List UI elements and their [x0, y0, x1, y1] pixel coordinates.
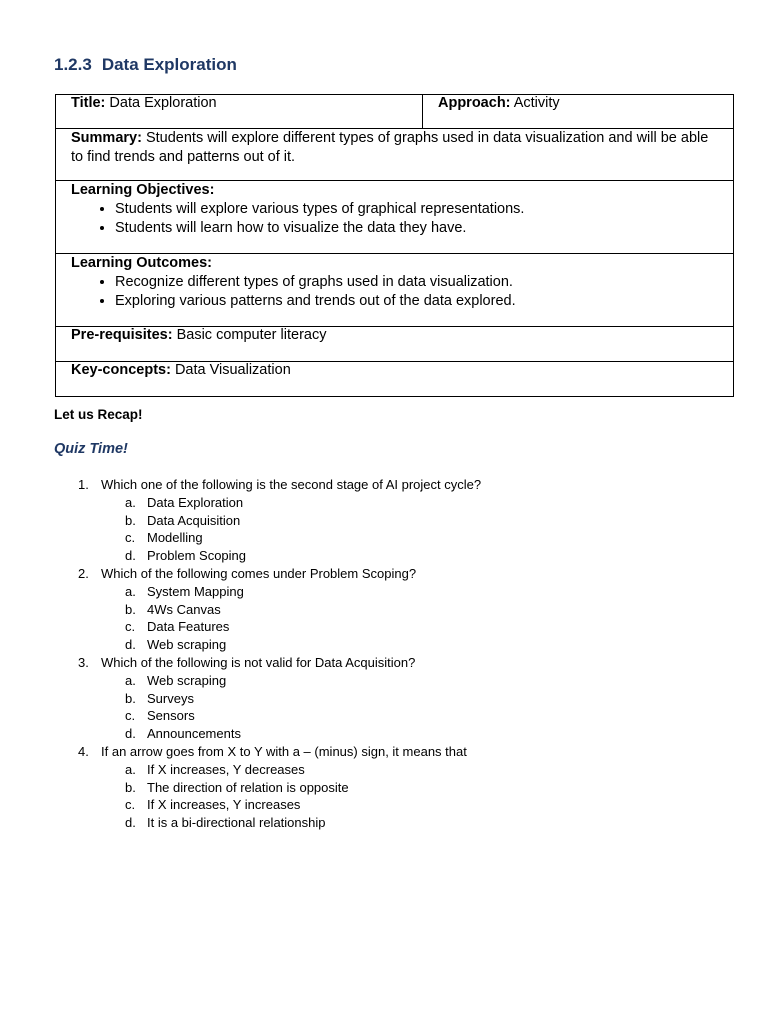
option-list — [101, 494, 704, 565]
option-list — [101, 672, 704, 743]
summary-label: Summary: — [71, 130, 142, 146]
objectives-label: Learning Objectives: — [71, 182, 215, 198]
option-item — [101, 779, 704, 797]
option-item — [101, 512, 704, 530]
quiz-question — [54, 743, 704, 832]
option-text: Announcements — [147, 726, 241, 742]
option-item — [101, 618, 704, 636]
option-item — [101, 672, 704, 690]
outcome-item: • Recognize different types of graphs used in data visualization. — [115, 273, 718, 292]
title-value: Data Exploration — [109, 95, 217, 111]
lesson-info-table — [55, 94, 734, 397]
option-text: The direction of relation is opposite — [147, 779, 349, 795]
option-text: System Mapping — [147, 583, 244, 599]
option-item — [101, 636, 704, 654]
approach-label: Approach: — [438, 95, 511, 111]
section-number: 1.2.3 — [54, 55, 92, 74]
outcomes-label: Learning Outcomes: — [71, 255, 212, 271]
option-item — [101, 707, 704, 725]
concepts-row — [56, 362, 734, 397]
option-list — [101, 583, 704, 654]
option-text: If X increases, Y increases — [147, 797, 301, 813]
question-text: Which of the following comes under Problem Scoping? — [101, 565, 417, 581]
option-item — [101, 690, 704, 708]
option-text: It is a bi-directional relationship — [147, 815, 326, 831]
quiz-title: Quiz Time! — [54, 441, 128, 457]
recap-heading: Let us Recap! — [54, 407, 143, 422]
option-text: Data Features — [147, 619, 230, 635]
outcome-item: • Exploring various patterns and trends out of the data explored. — [115, 292, 718, 311]
option-text: 4Ws Canvas — [147, 601, 221, 617]
prereq-value: Basic computer literacy — [176, 327, 327, 343]
option-item — [101, 796, 704, 814]
option-letter: a. — [125, 761, 136, 777]
quiz-question — [54, 565, 704, 654]
option-letter: b. — [125, 779, 136, 795]
option-item — [101, 814, 704, 832]
option-letter: d. — [125, 815, 136, 831]
option-text: Sensors — [147, 708, 195, 724]
option-item — [101, 529, 704, 547]
option-letter: c. — [125, 619, 136, 635]
option-letter: b. — [125, 690, 136, 706]
question-number: 4. — [78, 743, 89, 759]
objective-item: • Students will learn how to visualize the data they have. — [115, 219, 718, 238]
option-letter: d. — [125, 637, 136, 653]
option-list — [101, 761, 704, 832]
option-item — [101, 761, 704, 779]
summary-cell — [56, 129, 734, 181]
section-title: Data Exploration — [101, 55, 237, 74]
title-row — [56, 95, 734, 129]
option-item — [101, 725, 704, 743]
concepts-cell — [56, 362, 734, 397]
summary-text: Students will explore different types of graphs used in data visualization and will be able to find trends and patterns out of it. — [71, 130, 709, 165]
option-text: Modelling — [147, 530, 203, 546]
option-text: Problem Scoping — [147, 548, 246, 564]
question-text: Which of the following is not valid for Data Acquisition? — [101, 654, 416, 670]
option-letter: c. — [125, 797, 136, 813]
option-text: Data Acquisition — [147, 512, 241, 528]
objective-item: • Students will explore various types of graphical representations. — [115, 200, 718, 219]
section-heading — [54, 55, 237, 75]
objectives-cell — [56, 181, 734, 254]
prereq-row — [56, 327, 734, 362]
question-number: 2. — [78, 565, 89, 581]
concepts-value: Data Visualization — [174, 362, 291, 378]
approach-value: Activity — [513, 95, 560, 111]
outcomes-row — [56, 254, 734, 327]
question-number: 1. — [78, 477, 89, 492]
objectives-row — [56, 181, 734, 254]
option-letter: d. — [125, 548, 136, 564]
option-item — [101, 601, 704, 619]
option-letter: a. — [125, 583, 136, 599]
quiz-question-list — [54, 476, 704, 832]
prereq-label: Pre-requisites: — [71, 327, 173, 343]
question-text: If an arrow goes from X to Y with a – (minus) sign, it means that — [101, 743, 467, 759]
option-letter: c. — [125, 530, 136, 546]
quiz-question — [54, 476, 704, 565]
summary-row — [56, 129, 734, 181]
option-text: Data Exploration — [147, 494, 244, 510]
option-text: Surveys — [147, 690, 194, 706]
option-text: Web scraping — [147, 637, 227, 653]
option-letter: b. — [125, 601, 136, 617]
question-text: Which one of the following is the second stage of AI project cycle? — [101, 477, 482, 492]
option-letter: a. — [125, 672, 136, 688]
option-item — [101, 583, 704, 601]
quiz-question — [54, 654, 704, 743]
option-item — [101, 494, 704, 512]
concepts-label: Key-concepts: — [71, 362, 171, 378]
objectives-list — [71, 200, 718, 238]
outcomes-list — [71, 273, 718, 311]
option-letter: b. — [125, 512, 136, 528]
option-text: Web scraping — [147, 672, 227, 688]
prereq-cell — [56, 327, 734, 362]
option-letter: a. — [125, 494, 136, 510]
title-cell — [56, 95, 423, 129]
title-label: Title: — [71, 95, 106, 111]
option-text: If X increases, Y decreases — [147, 761, 305, 777]
option-letter: d. — [125, 726, 136, 742]
approach-cell — [423, 95, 734, 129]
option-item — [101, 547, 704, 565]
outcomes-cell — [56, 254, 734, 327]
question-number: 3. — [78, 654, 89, 670]
option-letter: c. — [125, 708, 136, 724]
